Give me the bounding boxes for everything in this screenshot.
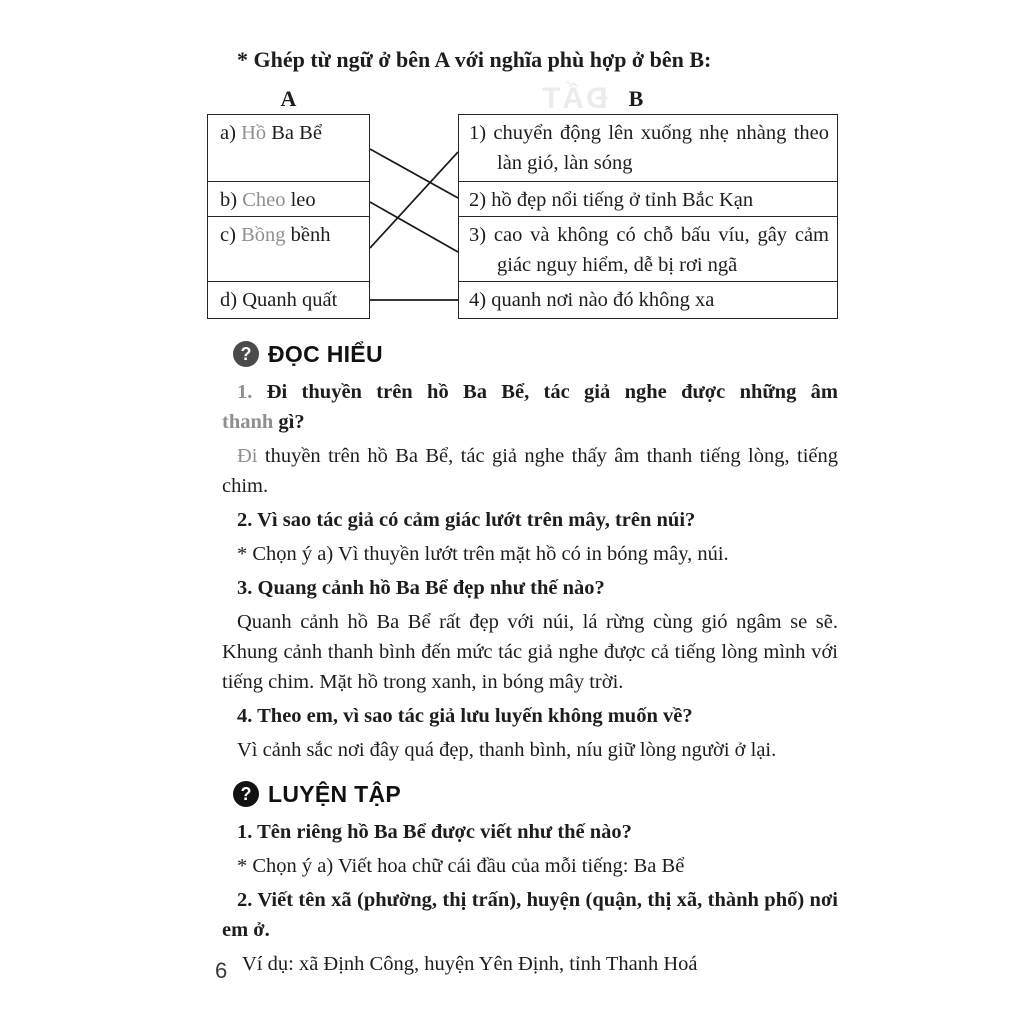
question-2: 2. Vì sao tác giả có cảm giác lướt trên mây, trên núi? bbox=[237, 509, 696, 531]
answer-3: Quanh cảnh hồ Ba Bể rất đẹp với núi, lá rừng cùng gió ngâm se sẽ. Khung cảnh thanh bình đến mức tác giả nghe được cả tiếng lòng mình với tiếng chim. Mặt hồ trong xanh, in bóng mây trời. bbox=[222, 611, 838, 693]
column-a-box bbox=[207, 114, 370, 319]
section-heading: ĐỌC HIỂU bbox=[268, 340, 383, 367]
column-b-box bbox=[458, 114, 838, 319]
bleed-through-text: ĐẤT bbox=[540, 82, 608, 115]
practice-question-1: 1. Tên riêng hồ Ba Bể được viết như thế nào? bbox=[237, 821, 632, 843]
table-column-headers bbox=[207, 88, 838, 110]
column-b-header: B bbox=[628, 86, 644, 111]
practice-answer-1: * Chọn ý a) Viết hoa chữ cái đầu của mỗi tiếng: Ba Bể bbox=[237, 855, 685, 877]
question-number: 1. bbox=[237, 381, 253, 403]
term-word: Ba Bể bbox=[271, 122, 322, 144]
answer-2: * Chọn ý a) Vì thuyền lướt trên mặt hồ có in bóng mây, núi. bbox=[237, 543, 729, 565]
definition-cell-1: 1) chuyển động lên xuống nhẹ nhàng theo làn gió, làn sóng bbox=[469, 122, 829, 174]
question-text-tail: gì? bbox=[278, 411, 305, 433]
section-doc-hieu bbox=[233, 339, 838, 369]
definition-cell-4: 4) quanh nơi nào đó không xa bbox=[459, 281, 837, 318]
term-word: leo bbox=[290, 189, 316, 211]
matching-table bbox=[207, 114, 838, 319]
match-lines-area bbox=[370, 114, 458, 319]
section-heading: LUYỆN TẬP bbox=[268, 780, 402, 807]
exercise-instruction: * Ghép từ ngữ ở bên A với nghĩa phù hợp ở bên B: bbox=[237, 47, 712, 72]
match-lines bbox=[370, 114, 458, 319]
question-1-line2 bbox=[222, 407, 838, 437]
term-cell-b bbox=[208, 181, 369, 216]
question-word-muted: thanh bbox=[222, 411, 274, 433]
term-prefix: a) bbox=[220, 122, 236, 144]
term-prefix: c) bbox=[220, 224, 236, 246]
question-text: Đi thuyền trên hồ Ba Bể, tác giả nghe được những âm bbox=[266, 381, 838, 403]
match-line-b3 bbox=[370, 202, 458, 252]
column-a-header: A bbox=[280, 86, 297, 111]
section-luyen-tap bbox=[233, 779, 838, 809]
match-line-c1 bbox=[370, 152, 458, 248]
term-prefix: d) bbox=[220, 289, 238, 311]
term-word-muted: Cheo bbox=[242, 189, 286, 211]
term-word-muted: Hồ bbox=[241, 122, 267, 144]
question-mark-icon: ? bbox=[233, 781, 259, 807]
answer-lead-word: Đi bbox=[237, 445, 258, 467]
definition-cell-3: 3) cao và không có chỗ bấu víu, gây cảm giác nguy hiểm, dễ bị rơi ngã bbox=[459, 216, 837, 281]
term-cell-d bbox=[208, 281, 369, 318]
practice-question-2: 2. Viết tên xã (phường, thị trấn), huyện (quận, thị xã, thành phố) nơi em ở. bbox=[222, 889, 838, 941]
page-content bbox=[207, 46, 838, 979]
question-4: 4. Theo em, vì sao tác giả lưu luyến không muốn về? bbox=[237, 705, 693, 727]
practice-example: Ví dụ: xã Định Công, huyện Yên Định, tỉnh Thanh Hoá bbox=[242, 953, 698, 975]
question-3: 3. Quang cảnh hồ Ba Bể đẹp như thế nào? bbox=[237, 577, 605, 599]
answer-text: thuyền trên hồ Ba Bể, tác giả nghe thấy âm thanh tiếng lòng, tiếng chim. bbox=[222, 445, 838, 497]
answer-1 bbox=[222, 441, 838, 501]
term-word: bềnh bbox=[290, 224, 331, 246]
term-prefix: b) bbox=[220, 189, 238, 211]
question-mark-icon: ? bbox=[233, 341, 259, 367]
definition-cell-2: 2) hồ đẹp nổi tiếng ở tỉnh Bắc Kạn bbox=[459, 181, 837, 216]
term-cell-c bbox=[208, 216, 369, 281]
question-1-line1 bbox=[222, 377, 838, 407]
answer-4: Vì cảnh sắc nơi đây quá đẹp, thanh bình, níu giữ lòng người ở lại. bbox=[237, 739, 777, 761]
page-number: 6 bbox=[215, 958, 228, 983]
question-1 bbox=[222, 377, 838, 437]
match-line-a2 bbox=[370, 149, 458, 198]
term-cell-a bbox=[208, 115, 369, 181]
term-word: Quanh quất bbox=[242, 289, 338, 311]
term-word-muted: Bồng bbox=[241, 224, 286, 246]
